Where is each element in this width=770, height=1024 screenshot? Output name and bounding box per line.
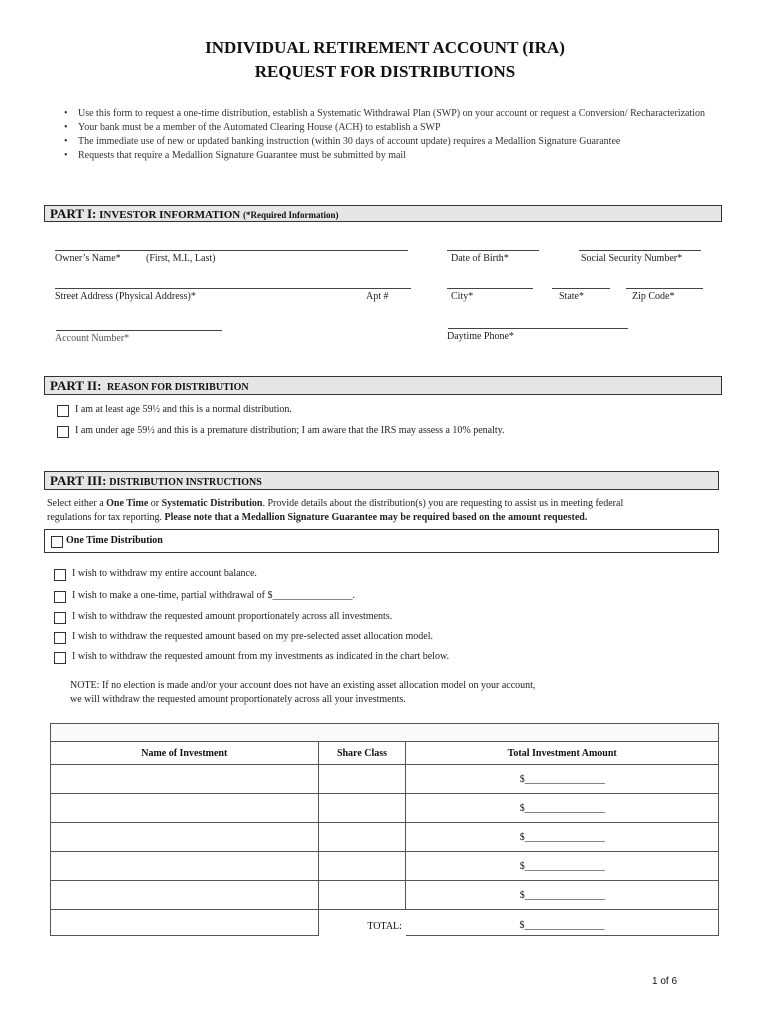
one-time-option-label: I wish to withdraw the requested amount from my investments as indicated in the chart below. <box>72 651 450 662</box>
total-amount-cell[interactable]: $________________ <box>406 910 719 936</box>
zip-label: Zip Code* <box>632 291 675 302</box>
instruction-item: • Use this form to request a one-time distribution, establish a Systematic Withdrawal Plan (SWP) on your account or request a Conversion/ Recharacterization <box>52 107 712 121</box>
intro-medallion-note: Please note that a Medallion Signature Guarantee may be required based on the amount requested. <box>164 512 588 523</box>
phone-line[interactable] <box>448 328 628 329</box>
owner-name-hint: (First, M.I., Last) <box>146 253 216 264</box>
share-class-cell[interactable] <box>318 852 406 881</box>
instruction-item: • Your bank must be a member of the Automated Clearing House (ACH) to establish a SWP <box>52 121 712 135</box>
table-header-row <box>51 742 719 765</box>
share-class-cell[interactable] <box>318 794 406 823</box>
apt-label: Apt # <box>366 291 389 302</box>
amount-cell[interactable]: $________________ <box>406 852 719 881</box>
instruction-item: • The immediate use of new or updated banking instruction (within 30 days of account update) requires a Medallion Signature Guarantee <box>52 135 712 149</box>
intro-text: Select either a <box>47 498 107 509</box>
ssn-label: Social Security Number* <box>581 253 683 264</box>
table-spacer-cell <box>51 724 719 742</box>
col-header-amount: Total Investment Amount <box>406 742 719 765</box>
share-class-cell[interactable] <box>318 881 406 910</box>
page-number: 1 of 6 <box>652 976 678 987</box>
investment-name-cell[interactable] <box>51 765 319 794</box>
checkbox[interactable] <box>54 591 66 603</box>
account-label: Account Number* <box>55 333 130 344</box>
table-row <box>51 852 719 881</box>
total-label: TOTAL: <box>318 910 406 936</box>
owner-name-label: Owner’s Name* <box>55 253 121 264</box>
intro-one-time: One Time <box>106 498 149 509</box>
part3-header <box>44 471 719 490</box>
amount-cell[interactable]: $________________ <box>406 881 719 910</box>
checkbox[interactable] <box>54 632 66 644</box>
table-total-row <box>51 910 719 936</box>
form-title-line1: INDIVIDUAL RETIREMENT ACCOUNT (IRA) <box>205 38 565 57</box>
part1-label: PART I: <box>50 206 97 221</box>
checkbox[interactable] <box>57 426 69 438</box>
share-class-cell[interactable] <box>318 765 406 794</box>
investment-name-cell[interactable] <box>51 794 319 823</box>
one-time-option-label: I wish to withdraw my entire account balance. <box>72 568 257 579</box>
table-top-spacer <box>51 724 719 742</box>
part1-title: INVESTOR INFORMATION <box>99 209 241 221</box>
share-class-cell[interactable] <box>318 823 406 852</box>
table-row <box>51 823 719 852</box>
street-line[interactable] <box>55 288 411 289</box>
checkbox[interactable] <box>54 569 66 581</box>
reason-option-label: I am under age 59½ and this is a premature distribution; I am aware that the IRS may assess a 10% penalty. <box>75 425 505 436</box>
part2-label: PART II: <box>50 378 102 393</box>
note-line2: we will withdraw the requested amount proportionately across all your investments. <box>70 694 406 705</box>
part2-header <box>44 376 722 395</box>
investment-name-cell[interactable] <box>51 910 319 936</box>
table-row <box>51 794 719 823</box>
part3-intro-line1 <box>47 498 623 509</box>
phone-label: Daytime Phone* <box>447 331 514 342</box>
investment-name-cell[interactable] <box>51 823 319 852</box>
investment-table <box>50 723 719 936</box>
checkbox[interactable] <box>54 612 66 624</box>
dob-label: Date of Birth* <box>451 253 509 264</box>
street-label: Street Address (Physical Address)* <box>55 291 196 302</box>
checkbox[interactable] <box>57 405 69 417</box>
instruction-item: • Requests that require a Medallion Signature Guarantee must be submitted by mail <box>52 149 712 163</box>
investment-name-cell[interactable] <box>51 852 319 881</box>
part2-title: REASON FOR DISTRIBUTION <box>106 382 249 393</box>
part3-intro-line2 <box>47 512 587 523</box>
intro-text: or <box>148 498 162 509</box>
intro-text: regulations for tax reporting. <box>47 512 165 523</box>
reason-option-label: I am at least age 59½ and this is a normal distribution. <box>75 404 292 415</box>
amount-cell[interactable]: $________________ <box>406 765 719 794</box>
checkbox[interactable] <box>54 652 66 664</box>
ssn-line[interactable] <box>579 250 701 251</box>
table-row <box>51 765 719 794</box>
one-time-checkbox[interactable] <box>51 536 63 548</box>
form-title-line2: REQUEST FOR DISTRIBUTIONS <box>254 62 516 81</box>
one-time-label: One Time Distribution <box>66 535 163 546</box>
part1-header <box>44 205 722 222</box>
table-row <box>51 881 719 910</box>
intro-text: . Provide details about the distribution(s) you are requesting to assist us in meeting federal <box>262 498 624 509</box>
state-label: State* <box>559 291 584 302</box>
part1-note: (*Required Information) <box>242 210 339 220</box>
city-label: City* <box>451 291 474 302</box>
dob-line[interactable] <box>447 250 539 251</box>
zip-line[interactable] <box>626 288 703 289</box>
owner-name-line[interactable] <box>55 250 408 251</box>
note-line1: NOTE: If no election is made and/or your account does not have an existing asset allocation model on your account, <box>70 680 536 691</box>
state-line[interactable] <box>552 288 610 289</box>
investment-name-cell[interactable] <box>51 881 319 910</box>
city-line[interactable] <box>447 288 533 289</box>
one-time-option-label: I wish to withdraw the requested amount based on my pre-selected asset allocation model. <box>72 631 434 642</box>
col-header-share-class: Share Class <box>318 742 406 765</box>
instructions-list <box>52 107 712 163</box>
account-line[interactable] <box>56 330 222 331</box>
col-header-investment: Name of Investment <box>51 742 319 765</box>
one-time-option-label: I wish to make a one-time, partial withdrawal of $________________. <box>72 590 355 601</box>
amount-cell[interactable]: $________________ <box>406 823 719 852</box>
part3-label: PART III: <box>50 473 107 488</box>
one-time-section <box>44 529 719 553</box>
amount-cell[interactable]: $________________ <box>406 794 719 823</box>
part3-title: DISTRIBUTION INSTRUCTIONS <box>109 477 262 488</box>
intro-systematic: Systematic Distribution <box>161 498 263 509</box>
one-time-option-label: I wish to withdraw the requested amount proportionately across all investments. <box>72 611 393 622</box>
